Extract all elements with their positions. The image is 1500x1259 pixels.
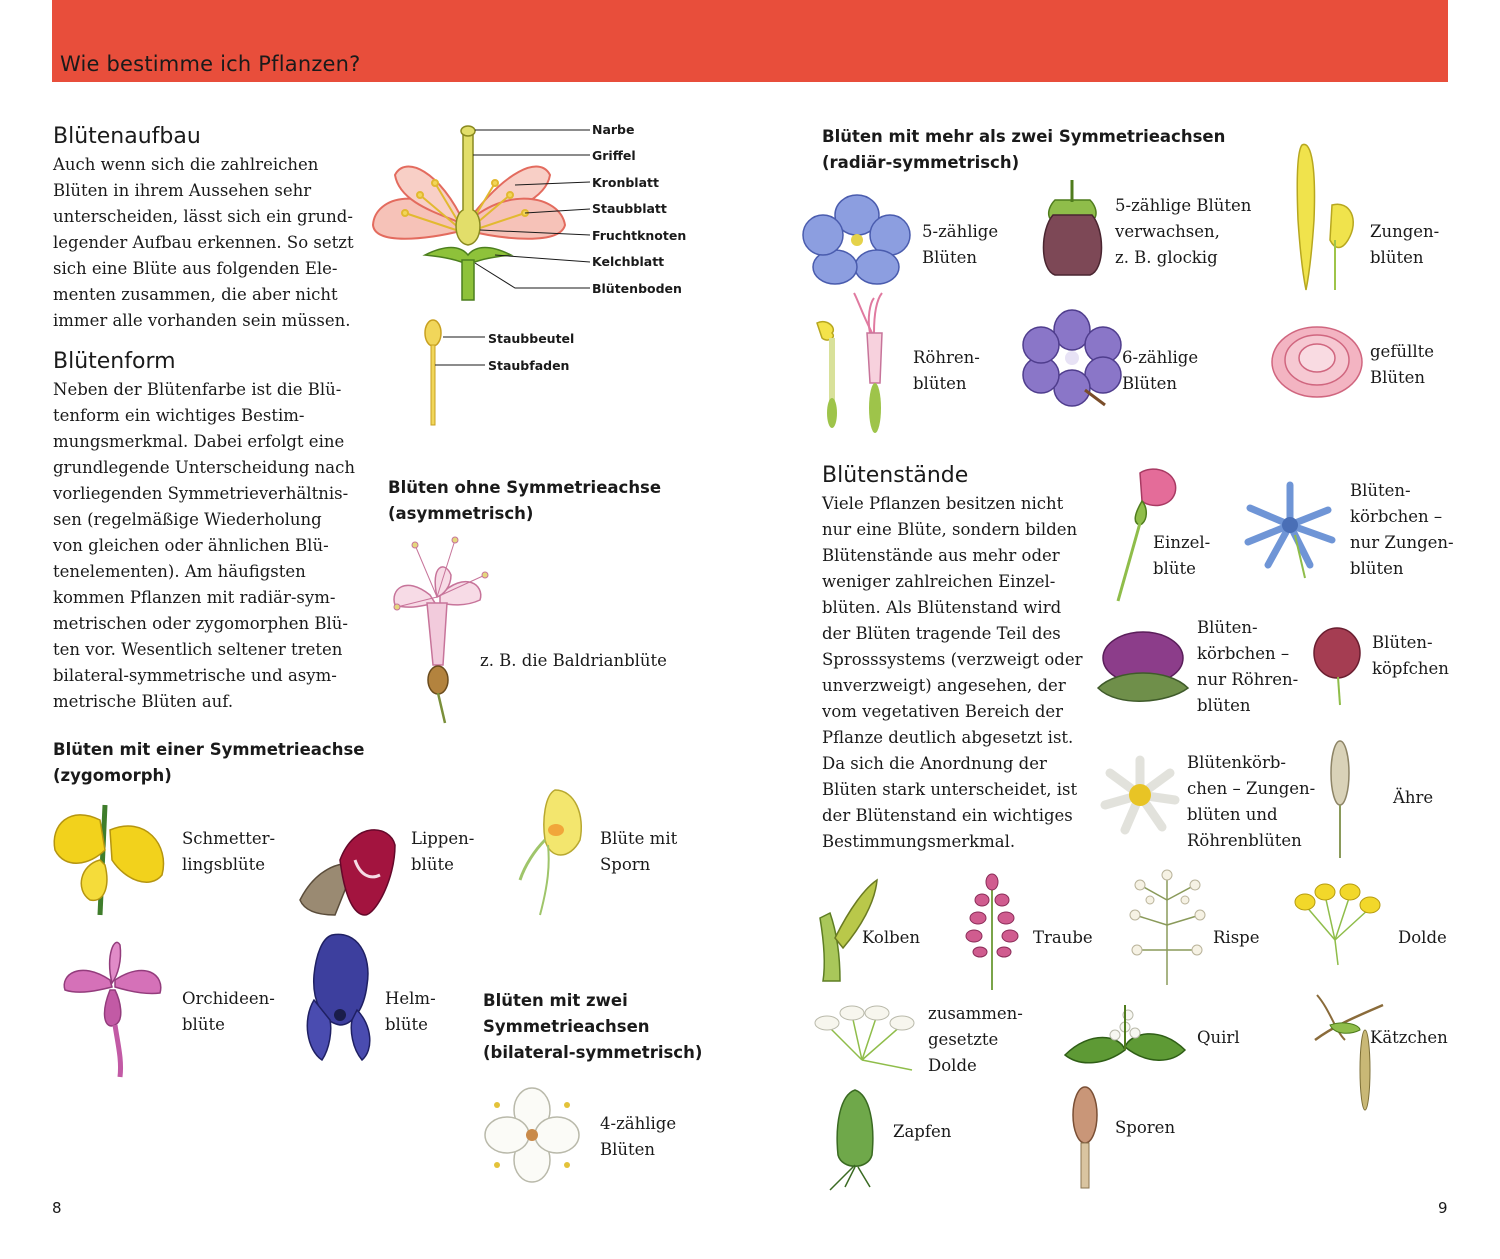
aehre-illustration [1320,738,1360,860]
label-schmetterlingsbluete: Schmetter- lingsblüte [182,829,276,874]
sechszaehlige-flower-illustration [1025,310,1120,405]
diagram-label-staubblatt: Staubblatt [592,201,667,216]
label-gefuellte-blueten: gefüllte Blüten [1370,342,1435,387]
label-zungen-und-roehren: Blütenkörb- chen – Zungen- blüten und Röhrenblüten [1187,753,1316,850]
koepfchen-illustration [1310,625,1365,705]
diagram-label-kronblatt: Kronblatt [592,175,659,190]
sporn-flower-illustration [500,785,595,920]
quirl-illustration [1060,1005,1190,1070]
label-zusammengesetzte-dolde: zusammen- gesetzte Dolde [928,1004,1023,1075]
label-zapfen: Zapfen [893,1122,952,1141]
sporen-illustration [1063,1085,1108,1190]
diagram-label-griffel: Griffel [592,148,636,163]
label-quirl: Quirl [1197,1028,1240,1047]
label-roehrenkoerbchen: Blüten- körbchen – nur Röhren- blüten [1197,618,1299,715]
dolde-illustration [1290,880,1380,965]
diagram-label-kelchblatt: Kelchblatt [592,254,665,269]
header-bar [52,0,1448,82]
margerite-illustration [1100,755,1180,835]
text-bluetenstaende: Viele Pflanzen besitzen nicht nur eine Blüte, sondern bilden Blütenstände aus mehr oder weniger zahlreichen Einzel- blüten. Als Blütenstand wird der Blüten tragende Teil des Sprosssystems (verzweigt oder unverzweigt) angesehen, der vom vegetativen Bereich der Pflanze deutlich abgesetzt ist. Da sich die Anordnung der Blüten stark unterscheidet, ist der Blütenstand ein wichtiges Bestimmungsmerkmal. [822,494,1083,851]
label-zungenblueten: Zungen- blüten [1370,222,1440,267]
gefuellte-flower-illustration [1270,320,1365,400]
label-rispe: Rispe [1213,928,1260,947]
text-bluetenaufbau: Auch wenn sich die zahlreichen Blüten in ihrem Aussehen sehr unterscheiden, lässt sich ein grund- legender Aufbau erkennen. So setzt sich eine Blüte aus folgenden Ele- menten zusammen, die aber nicht immer alle vorhanden sein müssen. [53,155,354,330]
diagram-label-staubfaden: Staubfaden [488,358,570,373]
diagram-label-staubbeutel: Staubbeutel [488,331,575,346]
label-einzelbluete: Einzel- blüte [1153,533,1211,578]
label-bluetenkoepfchen: Blüten- köpfchen [1372,633,1449,678]
traube-illustration [960,872,1025,992]
label-kolben: Kolben [862,928,921,947]
caption-vierzaehlige-blueten: 4-zählige Blüten [600,1114,677,1159]
label-sporen: Sporen [1115,1118,1176,1137]
label-fuenfzaehlige-verwachsen: 5-zählige Blüten verwachsen, z. B. glockig [1115,196,1252,267]
text-bluetenform: Neben der Blütenfarbe ist die Blü- tenform ein wichtiges Bestim- mungsmerkmal. Dabei erfolgt eine grundlegende Unterscheidung nach vorliegenden Symmetrieverhältnis- sen (regelmäßige Wiederholung von gleichen oder ähnlichen Blü- tenelementen). Am häufigsten kommen Pflanzen mit radiär-sym- metrischen oder zygomorphen Blü- ten vor. Wesentlich seltener treten bilateral-symmetrische und asym- metrische Blüten auf. [53,380,355,711]
label-kaetzchen: Kätzchen [1370,1028,1448,1047]
heading-bluetenstaende: Blütenstände [822,463,969,488]
zungenblueten-illustration [1290,140,1365,295]
label-helmbluete: Helm- blüte [385,989,436,1034]
roehrenkoerbchen-illustration [1088,628,1193,713]
lippen-flower-illustration [295,820,405,920]
label-sechszaehlige-blueten: 6-zählige Blüten [1122,348,1199,393]
label-bluete-mit-sporn: Blüte mit Sporn [600,829,678,874]
zapfen-illustration [820,1085,895,1190]
diagram-label-narbe: Narbe [592,122,635,137]
label-roehrenblueten: Röhren- blüten [913,348,980,393]
heading-bluetenform: Blütenform [53,349,176,374]
zusammengesetzte-dolde-illustration [812,1005,917,1070]
zungenkoerbchen-illustration [1240,480,1340,580]
roehrenblueten-illustration [812,293,892,438]
page-number-right: 9 [1438,1199,1448,1217]
helm-flower-illustration [302,930,382,1065]
rispe-illustration [1125,870,1210,985]
heading-bilateral: Blüten mit zwei Symmetrieachsen (bilateral-symmetrisch) [483,991,703,1062]
diagram-label-bluetenboden: Blütenboden [592,281,682,296]
label-lippenbluete: Lippen- blüte [411,829,475,874]
orchideen-flower-illustration [60,935,170,1080]
label-zungenkoerbchen: Blüten- körbchen – nur Zungen- blüten [1350,481,1454,578]
label-aehre: Ähre [1393,788,1434,807]
label-orchideenbluete: Orchideen- blüte [182,989,275,1034]
flower-structure-diagram [365,115,605,435]
label-dolde: Dolde [1398,928,1447,947]
label-traube: Traube [1033,928,1093,947]
page-number-left: 8 [52,1199,62,1217]
label-fuenfzaehlige-blueten: 5-zählige Blüten [922,222,999,267]
page-title: Wie bestimme ich Pflanzen? [60,52,361,76]
vierzaehlige-flower-illustration [482,1085,582,1185]
schmetterling-flower-illustration [50,805,175,915]
heading-bluetenaufbau: Blütenaufbau [53,124,201,149]
fuenfzaehlige-flower-illustration [805,195,910,285]
diagram-label-fruchtknoten: Fruchtknoten [592,228,687,243]
caption-baldrian: z. B. die Baldrianblüte [480,651,667,670]
glockig-flower-illustration [1035,180,1110,280]
heading-radiaer: Blüten mit mehr als zwei Symmetrieachsen (radiär-symmetrisch) [822,127,1226,172]
heading-zygomorph: Blüten mit einer Symmetrieachse (zygomorph) [53,740,365,785]
baldrian-flower-illustration [385,535,500,725]
kaetzchen-illustration [1305,990,1385,1115]
heading-asymmetrisch: Blüten ohne Symmetrieachse (asymmetrisch) [388,478,662,523]
